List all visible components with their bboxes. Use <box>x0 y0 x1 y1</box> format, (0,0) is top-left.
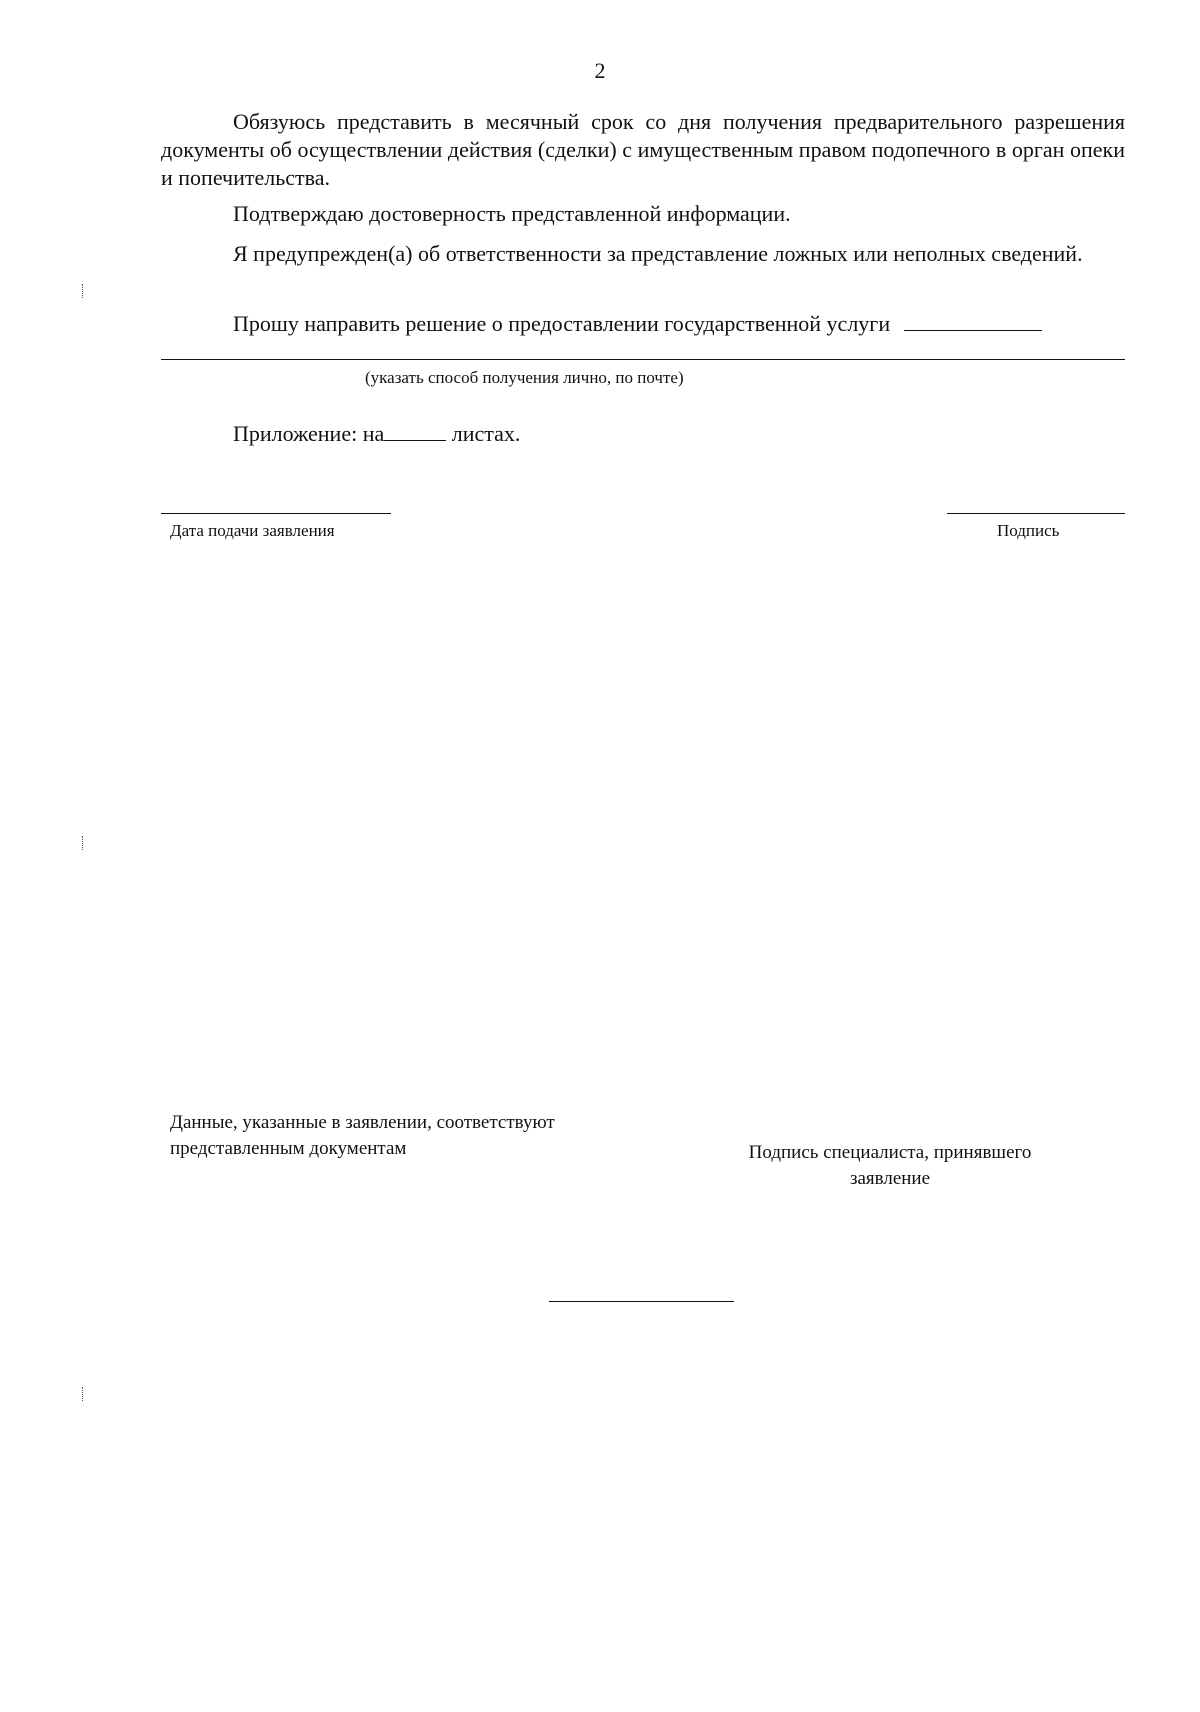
signature-label: Подпись <box>997 521 1060 540</box>
margin-mark <box>82 836 85 850</box>
data-match-line-2: представленным документам <box>170 1138 407 1159</box>
specialist-signature-line[interactable] <box>549 1301 734 1302</box>
margin-mark <box>82 1387 85 1401</box>
request-text: Прошу направить решение о предоставлении государственной услуги <box>233 311 891 336</box>
page-number: 2 <box>594 58 606 83</box>
date-label: Дата подачи заявления <box>170 521 335 540</box>
signature-line[interactable] <box>947 513 1125 514</box>
attachment-pages-blank[interactable] <box>384 439 446 441</box>
date-line[interactable] <box>161 513 391 514</box>
margin-mark <box>82 284 85 298</box>
warned-paragraph: Я предупрежден(а) об ответственности за представление ложных или неполных сведений. <box>233 241 1083 266</box>
delivery-method-caption: (указать способ получения лично, по почте) <box>365 368 684 387</box>
request-line <box>233 310 1042 338</box>
attachment-suffix: листах. <box>451 421 521 446</box>
delivery-method-blank[interactable] <box>904 329 1042 331</box>
attachment-line <box>233 420 520 448</box>
confirm-paragraph: Подтверждаю достоверность представленной информации. <box>233 201 791 226</box>
delivery-method-line[interactable] <box>161 359 1125 360</box>
attachment-prefix: Приложение: на <box>233 421 385 446</box>
specialist-signature-label <box>720 1140 1060 1192</box>
specialist-line-2: заявление <box>849 1168 931 1189</box>
data-match-line-1: Данные, указанные в заявлении, соответствуют <box>170 1112 555 1133</box>
obligation-paragraph: Обязуюсь представить в месячный срок со дня получения предварительного разрешения документы об осуществлении действия (сделки) с имущественным правом подопечного в орган опеки и попечительства. <box>161 109 1125 190</box>
data-match-note <box>170 1110 555 1162</box>
specialist-line-1: Подпись специалиста, принявшего <box>748 1142 1032 1163</box>
